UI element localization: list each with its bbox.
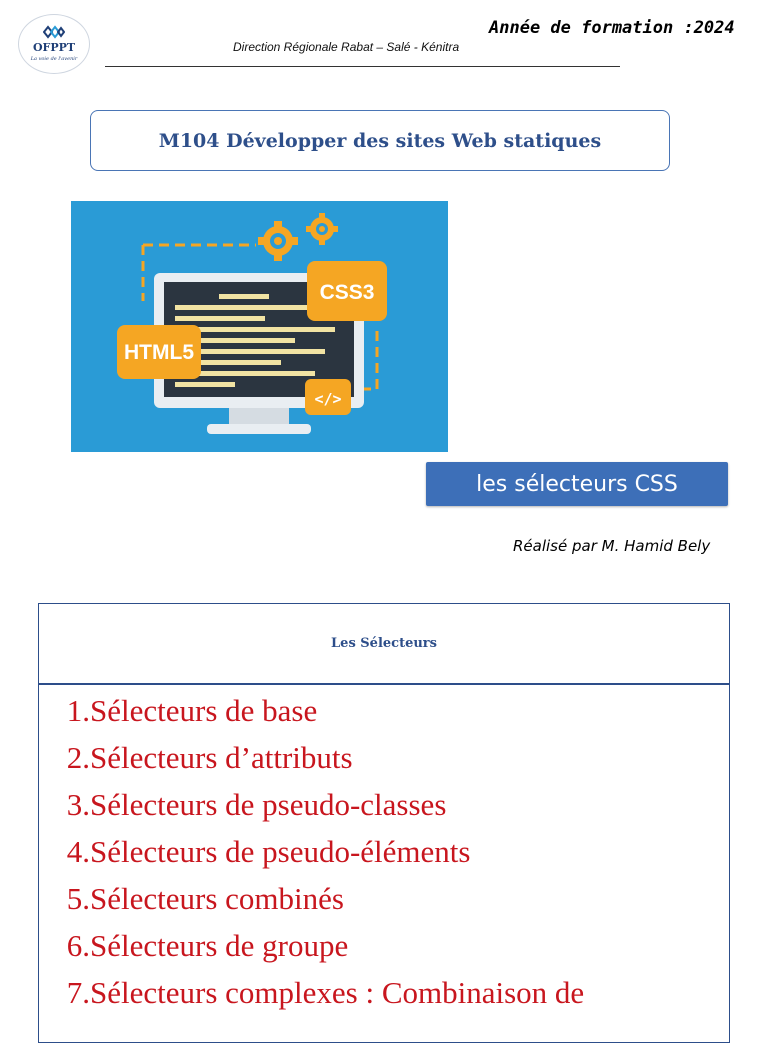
module-title: M104 Développer des sites Web statiques [158,129,602,152]
toc-item-number: 7. [66,974,90,1010]
toc-item-label: Sélecteurs de pseudo-éléments [90,833,471,869]
author-credit: Réalisé par M. Hamid Bely [513,537,711,555]
toc-item [39,734,729,781]
toc-item [39,875,729,922]
header-divider [105,66,620,67]
toc-table [38,603,730,1043]
toc-item-number: 6. [66,927,90,963]
module-title-box [90,110,670,171]
web-development-illustration [71,201,448,452]
toc-item [39,781,729,828]
toc-item-number: 2. [66,739,90,775]
toc-item-label: Sélecteurs de groupe [90,927,349,963]
toc-item [39,969,729,1016]
toc-item [39,687,729,734]
toc-item-label: Sélecteurs d’attributs [90,739,353,775]
toc-item-number: 5. [66,880,90,916]
topic-button[interactable]: les sélecteurs CSS [426,462,728,506]
ofppt-logo [18,14,90,74]
svg-text:</>: </> [314,390,342,408]
code-badge [305,379,351,415]
toc-item-label: Sélecteurs complexes : Combinaison de [90,974,585,1010]
html5-badge [117,325,201,379]
toc-item-label: Sélecteurs combinés [90,880,344,916]
toc-item [39,922,729,969]
svg-text:HTML5: HTML5 [124,341,194,364]
ofppt-logo-icon [43,25,65,39]
toc-header [39,604,729,685]
logo-text: OFPPT [32,41,76,54]
year-label: Année de formation :2024 [489,18,735,38]
toc-list [39,687,729,1016]
toc-item-number: 3. [66,786,90,822]
toc-item-label: Sélecteurs de base [90,692,318,728]
direction-label: Direction Régionale Rabat – Salé - Kénitra [233,40,460,54]
toc-item-label: Sélecteurs de pseudo-classes [90,786,447,822]
toc-item-number: 1. [66,692,90,728]
toc-item [39,828,729,875]
svg-text:CSS3: CSS3 [319,281,375,304]
css3-badge [307,261,387,321]
toc-title: Les Sélecteurs [331,636,437,651]
logo-tagline: La voie de l'avenir [30,56,78,62]
toc-item-number: 4. [66,833,90,869]
